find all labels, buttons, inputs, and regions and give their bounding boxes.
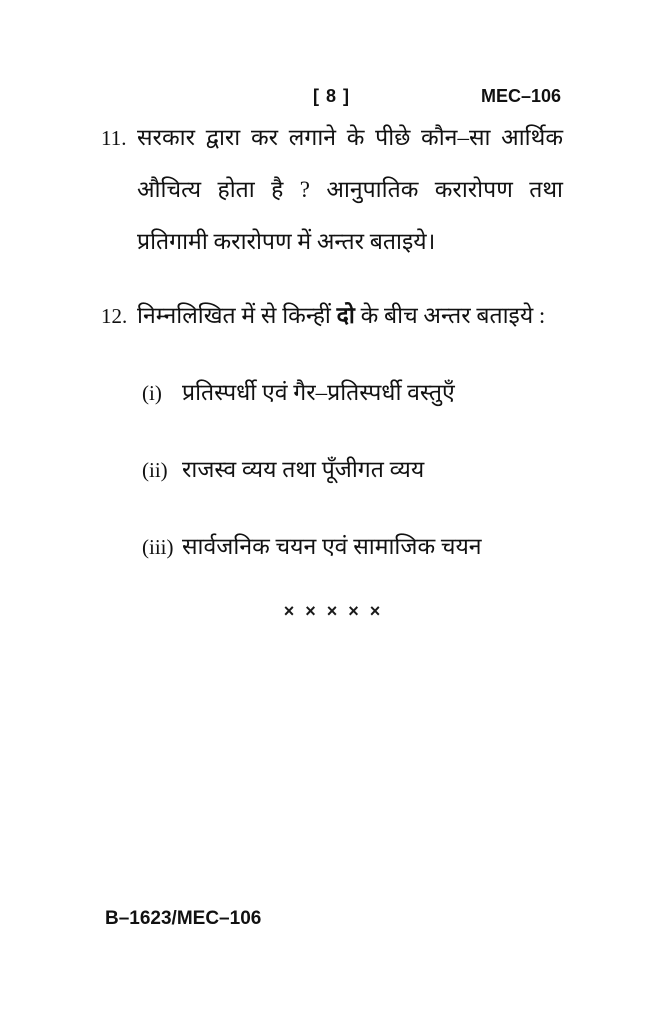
question-12-text-end: के बीच अन्तर बताइये : [354, 303, 546, 328]
question-12-text [137, 290, 563, 342]
subitem-i-label: (i) [142, 381, 162, 405]
question-11-number: 11. [101, 126, 127, 150]
end-of-paper-separator: × × × × × [283, 601, 381, 621]
question-12-subitems [101, 367, 563, 573]
page-content [101, 112, 563, 622]
question-11 [101, 112, 563, 268]
question-12-text-start: निम्नलिखित में से किन्हीं [137, 303, 337, 328]
paper-footer-code: B–1623/MEC–106 [105, 908, 262, 929]
paper-code: MEC–106 [480, 86, 561, 106]
subitem-ii-text: राजस्व व्यय तथा पूँजीगत व्यय [182, 457, 425, 482]
subitem-i-text: प्रतिस्पर्धी एवं गैर–प्रतिस्पर्धी वस्तुएँ [182, 380, 455, 405]
subitem-i [142, 367, 563, 419]
subitem-iii [142, 521, 563, 573]
question-11-text: सरकार द्वारा कर लगाने के पीछे कौन–सा आर्थिक औचित्य होता है ? आनुपातिक करारोपण तथा प्रतिगामी करारोपण में अन्तर बताइये। [137, 125, 563, 254]
question-12-number: 12. [101, 304, 128, 328]
subitem-ii [142, 444, 563, 496]
question-12-bold-word: दो [336, 303, 355, 328]
subitem-ii-label: (ii) [142, 458, 168, 482]
subitem-iii-text: सार्वजनिक चयन एवं सामाजिक चयन [182, 534, 482, 559]
subitem-iii-label: (iii) [142, 535, 174, 559]
question-12 [101, 290, 563, 342]
page-number: [ 8 ] [312, 86, 350, 106]
page-header [0, 86, 663, 107]
